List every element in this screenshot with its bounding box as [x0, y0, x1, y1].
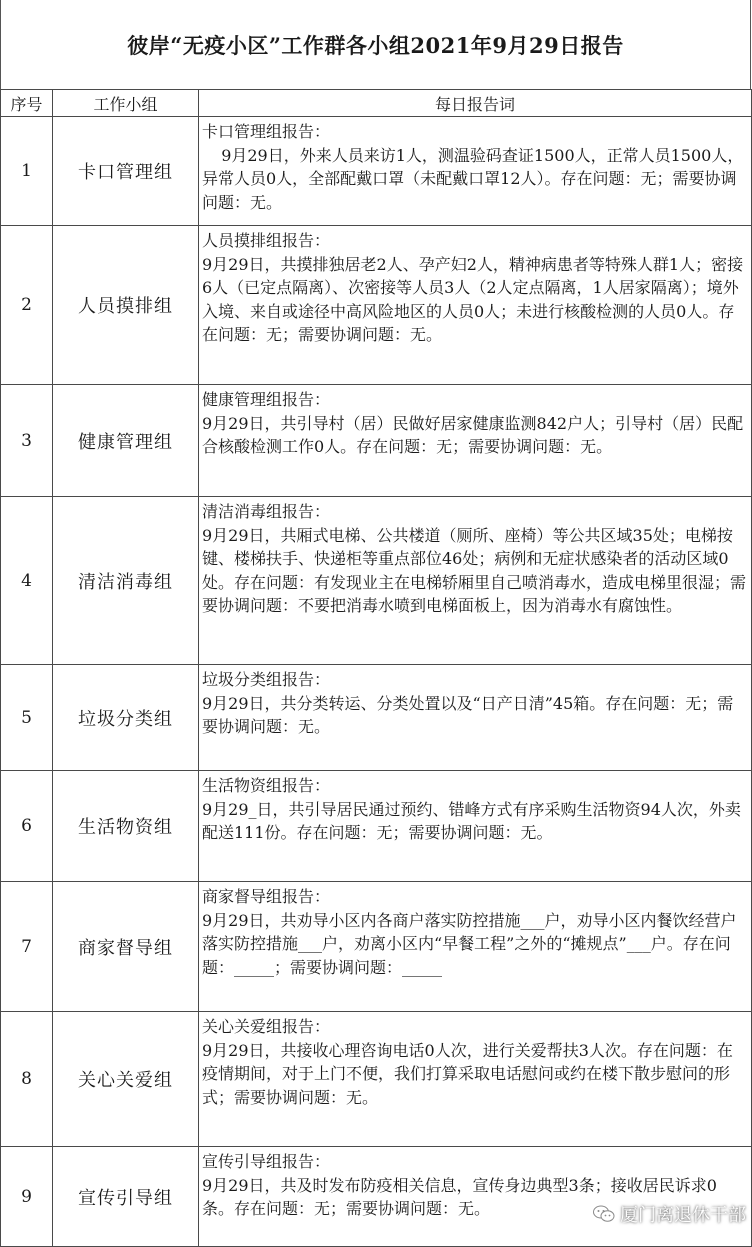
report-body: 9月29日，共引导村（居）民做好居家健康监测842户人；引导村（居）民配合核酸检测工作0人。存在问题：无；需要协调问题：无。 [202, 413, 744, 456]
row-seq: 6 [1, 771, 53, 882]
table-row [1, 117, 752, 226]
watermark [593, 1201, 746, 1227]
row-report [199, 771, 752, 882]
watermark-text: 厦门离退休干部 [620, 1205, 746, 1226]
report-heading: 垃圾分类组报告： [202, 670, 331, 689]
report-table [0, 89, 752, 1247]
table-row [1, 1012, 752, 1147]
report-body: 9月29日，外来人员来访1人，测温验码查证1500人，正常人员1500人，异常人员0人，全部配戴口罩（未配戴口罩12人）。存在问题：无；需要协调问题：无。 [202, 145, 744, 212]
row-report [199, 497, 752, 665]
row-group: 垃圾分类组 [53, 665, 199, 771]
header-group: 工作小组 [53, 90, 199, 117]
report-body: 9月29日，共厢式电梯、公共楼道（厕所、座椅）等公共区域35处；电梯按键、楼梯扶手、快递柜等重点部位46处；病例和无症状感染者的活动区域0处。存在问题：有发现业主在电梯轿厢里自己喷消毒水，造成电梯里很湿；需要协调问题：不要把消毒水喷到电梯面板上，因为消毒水有腐蚀性。 [202, 525, 747, 615]
row-group: 宣传引导组 [53, 1147, 199, 1247]
row-seq: 8 [1, 1012, 53, 1147]
report-heading: 卡口管理组报告： [202, 122, 331, 141]
row-report [199, 117, 752, 226]
report-body: 9月29日，共劝导小区内各商户落实防控措施___户，劝导小区内餐饮经营户落实防控措施___户，劝离小区内“早餐工程”之外的“摊规点”___户。存在问题：_____；需要协调问题：_____ [202, 910, 737, 977]
header-report: 每日报告词 [199, 90, 752, 117]
table-row [1, 385, 752, 497]
report-heading: 商家督导组报告： [202, 887, 331, 906]
row-seq: 3 [1, 385, 53, 497]
table-row [1, 497, 752, 665]
row-report [199, 226, 752, 385]
row-seq: 4 [1, 497, 53, 665]
row-report [199, 665, 752, 771]
page-title: 彼岸“无疫小区”工作群各小组2021年9月29日报告 [127, 32, 624, 58]
row-report [199, 1012, 752, 1147]
row-group: 清洁消毒组 [53, 497, 199, 665]
row-group: 卡口管理组 [53, 117, 199, 226]
report-heading: 关心关爱组报告： [202, 1017, 331, 1036]
report-heading: 健康管理组报告： [202, 390, 331, 409]
report-body: 9月29日，共接收心理咨询电话0人次，进行关爱帮扶3人次。存在问题：在疫情期间，对于上门不便，我们打算采取电话慰问或约在楼下散步慰问的形式；需要协调问题：无。 [202, 1040, 733, 1107]
report-body: 9月29日，共分类转运、分类处置以及“日产日清”45箱。存在问题：无；需要协调问题：无。 [202, 693, 734, 736]
header-row [1, 90, 752, 117]
row-seq: 9 [1, 1147, 53, 1247]
row-report [199, 1147, 752, 1247]
row-seq: 7 [1, 882, 53, 1012]
row-seq: 5 [1, 665, 53, 771]
row-group: 关心关爱组 [53, 1012, 199, 1147]
report-heading: 生活物资组报告： [202, 776, 331, 795]
row-group: 商家督导组 [53, 882, 199, 1012]
report-heading: 人员摸排组报告： [202, 231, 331, 250]
title-box [0, 0, 751, 89]
row-report [199, 385, 752, 497]
table-row [1, 226, 752, 385]
report-heading: 清洁消毒组报告： [202, 502, 331, 521]
row-group: 人员摸排组 [53, 226, 199, 385]
table-row [1, 771, 752, 882]
report-body: 9月29日，共及时发布防疫相关信息，宣传身边典型3条；接收居民诉求0条。存在问题：无；需要协调问题：无。 [202, 1175, 717, 1218]
report-body: 9月29_日，共引导居民通过预约、错峰方式有序采购生活物资94人次，外卖配送111份。存在问题：无；需要协调问题：无。 [202, 799, 741, 842]
header-seq: 序号 [1, 90, 53, 117]
table-row [1, 1147, 752, 1247]
report-heading: 宣传引导组报告： [202, 1152, 331, 1171]
wechat-icon [593, 1205, 615, 1223]
row-seq: 1 [1, 117, 53, 226]
row-report [199, 882, 752, 1012]
table-row [1, 665, 752, 771]
report-body: 9月29日，共摸排独居老2人、孕产妇2人，精神病患者等特殊人群1人；密接6人（已定点隔离）、次密接等人员3人（2人定点隔离，1人居家隔离）；境外入境、来自或途径中高风险地区的人员0人；未进行核酸检测的人员0人。存在问题：无；需要协调问题：无。 [202, 254, 744, 344]
row-group: 健康管理组 [53, 385, 199, 497]
row-seq: 2 [1, 226, 53, 385]
table-row [1, 882, 752, 1012]
row-group: 生活物资组 [53, 771, 199, 882]
